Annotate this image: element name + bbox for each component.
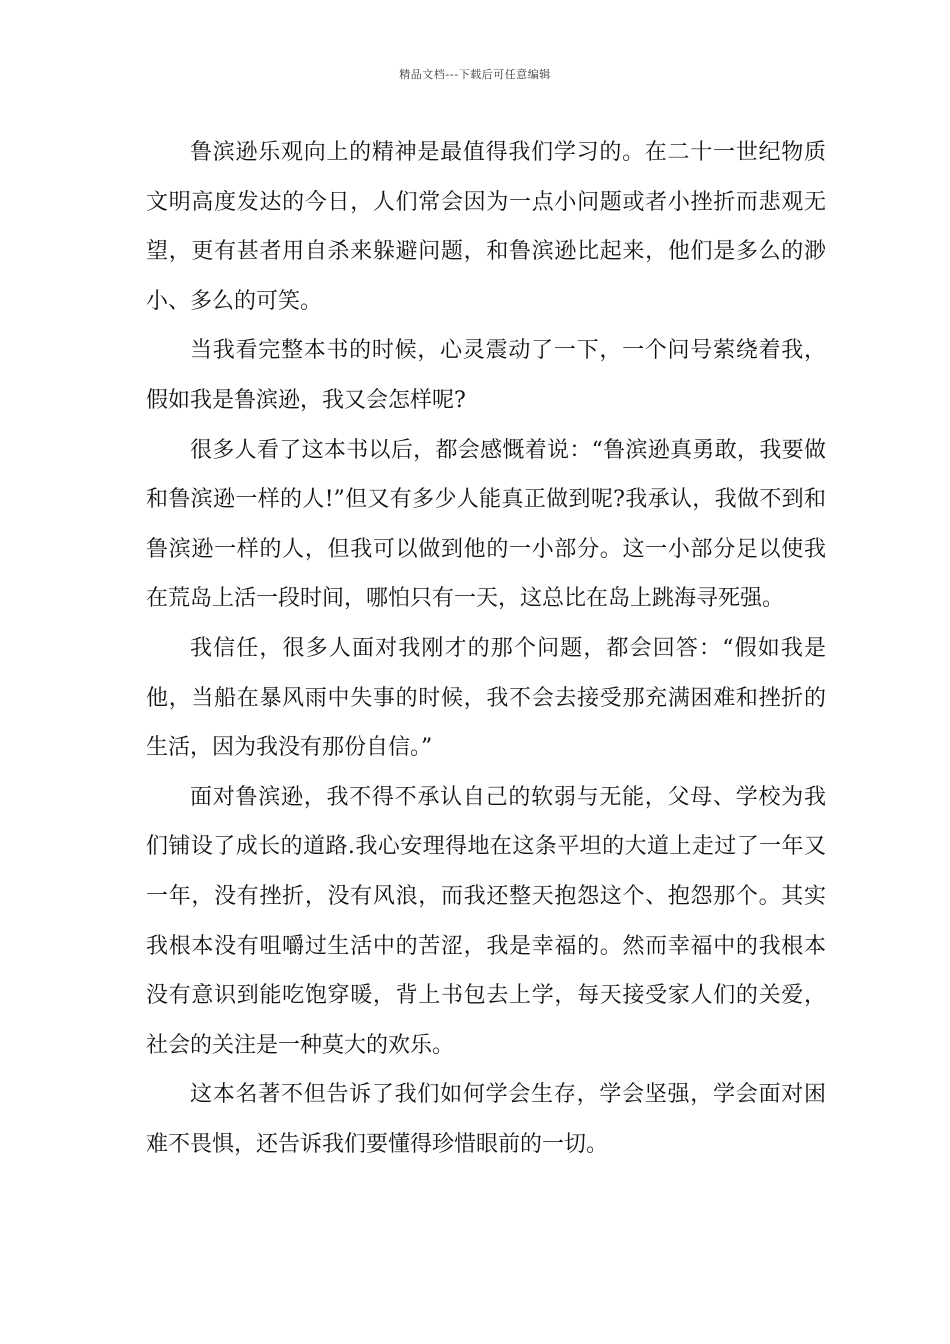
paragraph: 当我看完整本书的时候，心灵震动了一下，一个问号萦绕着我，假如我是鲁滨逊，我又会怎样呢?	[146, 338, 826, 413]
page-header: 精品文档---下载后可任意编辑	[399, 68, 551, 81]
document-body	[146, 128, 826, 1169]
paragraph: 这本名著不但告诉了我们如何学会生存，学会坚强，学会面对困难不畏惧，还告诉我们要懂得珍惜眼前的一切。	[146, 1082, 826, 1157]
paragraph: 面对鲁滨逊，我不得不承认自己的软弱与无能，父母、学校为我们铺设了成长的道路.我心安理得地在这条平坦的大道上走过了一年又一年，没有挫折，没有风浪，而我还整天抱怨这个、抱怨那个。其实我根本没有咀嚼过生活中的苦涩，我是幸福的。然而幸福中的我根本没有意识到能吃饱穿暖，背上书包去上学，每天接受家人们的关爱，社会的关注是一种莫大的欢乐。	[146, 784, 826, 1058]
paragraph: 鲁滨逊乐观向上的精神是最值得我们学习的。在二十一世纪物质文明高度发达的今日，人们常会因为一点小问题或者小挫折而悲观无望，更有甚者用自杀来躲避问题，和鲁滨逊比起来，他们是多么的渺小、多么的可笑。	[146, 140, 826, 314]
paragraph: 很多人看了这本书以后，都会感慨着说：“鲁滨逊真勇敢，我要做和鲁滨逊一样的人!”但又有多少人能真正做到呢?我承认，我做不到和鲁滨逊一样的人，但我可以做到他的一小部分。这一小部分足以使我在荒岛上活一段时间，哪怕只有一天，这总比在岛上跳海寻死强。	[146, 437, 826, 612]
paragraph: 我信任，很多人面对我刚才的那个问题，都会回答：“假如我是他，当船在暴风雨中失事的时候，我不会去接受那充满困难和挫折的生活，因为我没有那份自信。”	[146, 635, 826, 761]
